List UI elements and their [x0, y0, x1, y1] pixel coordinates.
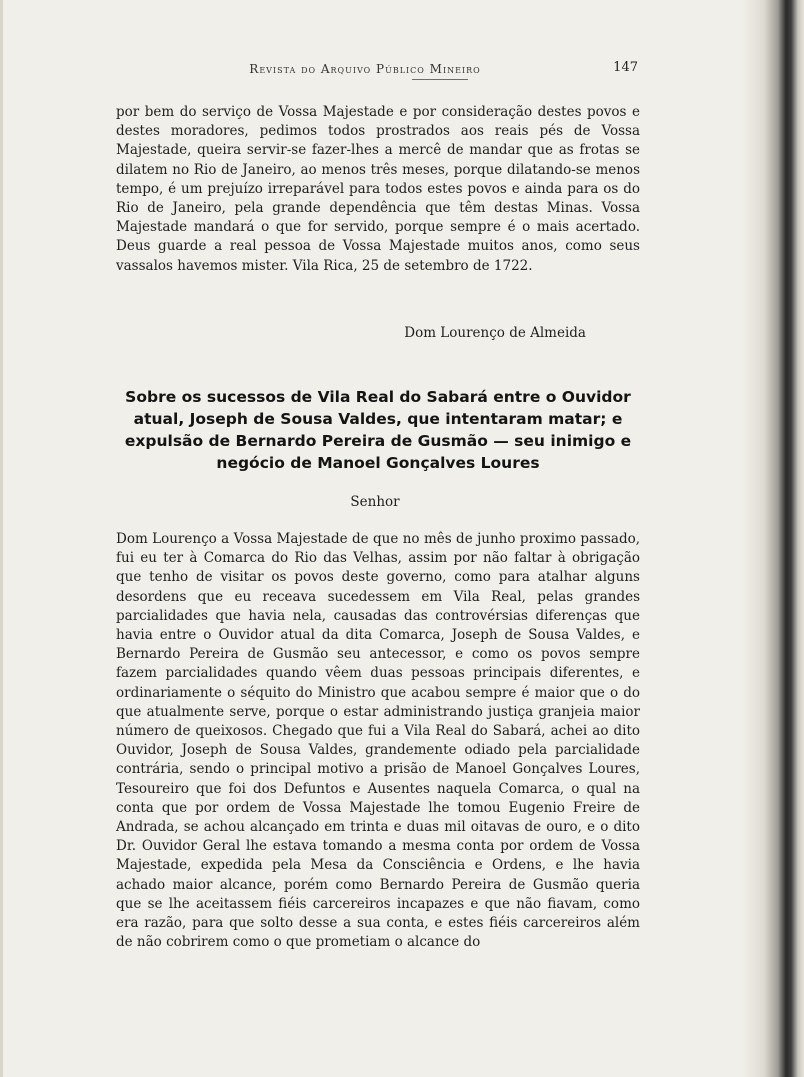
salutation: Senhor [350, 494, 400, 510]
book-binding-shadow [742, 0, 804, 1077]
running-header: Revista do Arquivo Público Mineiro [249, 62, 481, 76]
page-number: 147 [613, 60, 638, 75]
page-left-edge [0, 0, 3, 1077]
header-rule [412, 79, 468, 80]
letter-signature: Dom Lourenço de Almeida [404, 325, 586, 341]
section-title: Sobre os sucessos de Vila Real do Sabará entre o Ouvidor atual, Joseph de Sousa Valdes, que intentaram matar; e expulsão de Bernardo Pereira de Gusmão — seu inimigo e negócio de Manoel Gonçalves Loures [124, 388, 632, 472]
letter-body: por bem do serviço de Vossa Majestade e por consideração destes povos e destes moradores, pedimos todos prostrados aos reais pés de Vossa Majestade, queira servir-se fazer-lhes a mercê de mandar que as frotas se dilatem no Rio de Janeiro, ao menos três meses, porque dilatando-se menos tempo, é um prejuízo irreparável para todos estes povos e ainda para os do Rio de Janeiro, pela grande dependência que têm destas Minas. Vossa Majestade mandará o que for servido, porque sempre é o mais acertado. Deus guarde a real pessoa de Vossa Majestade muitos anos, como seus vassalos havemos mister. Vila Rica, 25 de setembro de 1722. [116, 104, 640, 274]
section-body: Dom Lourenço a Vossa Majestade de que no mês de junho proximo passado, fui eu ter à Comarca do Rio das Velhas, assim por não faltar à obrigação que tenho de visitar os povos deste governo, como para atalhar alguns desordens que eu receava sucedessem em Vila Real, pelas grandes parcialidades que havia nela, causadas das controvérsias diferenças que havia entre o Ouvidor atual da dita Comarca, Joseph de Sousa Valdes, e Bernardo Pereira de Gusmão seu antecessor, e como os povos sempre fazem parcialidades quando vêem duas pessoas principais diferentes, e ordinariamente o séquito do Ministro que acabou sempre é maior que o do que atualmente serve, porque o estar administrando justiça granjeia maior número de queixosos. Chegado que fui a Vila Real do Sabará, achei ao dito Ouvidor, Joseph de Sousa Valdes, grandemente odiado pela parcialidade contrária, sendo o principal motivo a prisão de Manoel Gonçalves Loures, Tesoureiro que foi dos Defuntos e Ausentes naquela Comarca, o qual na conta que por ordem de Vossa Majestade lhe tomou Eugenio Freire de Andrada, se achou alcançado em trinta e duas mil oitavas de ouro, e o dito Dr. Ouvidor Geral lhe estava tomando a mesma conta por ordem de Vossa Majestade, expedida pela Mesa da Consciência e Ordens, e lhe havia achado maior alcance, porém como Bernardo Pereira de Gusmão queria que se lhe aceitassem fiéis carcereiros incapazes e que não fiavam, como era razão, para que solto desse a sua conta, e estes fiéis carcereiros além de não cobrirem como o que prometiam o alcance do [116, 531, 640, 951]
